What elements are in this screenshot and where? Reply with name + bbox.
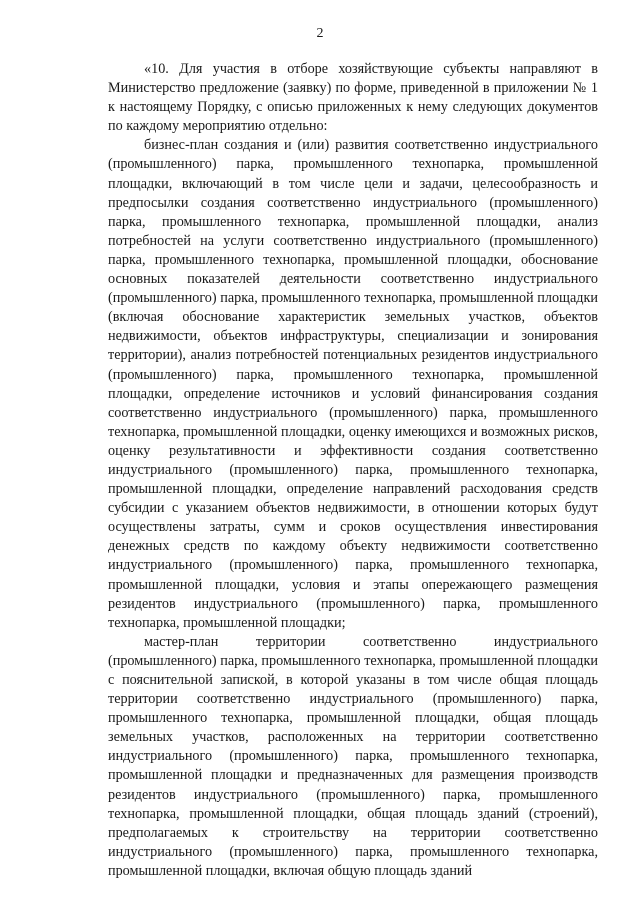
document-body	[108, 60, 598, 881]
paragraph-master-plan: мастер-план территории соответственно индустриального (промышленного) парка, промышленного технопарка, промышленной площадки с пояснительной запиской, в которой указаны в том числе общая площадь территории соответственно индустриального (промышленного) парка, промышленного технопарка, промышленной площадки, общая площадь земельных участков, расположенных на территории соответственно индустриального (промышленного) парка, промышленного технопарка, промышленной площадки и предназначенных для размещения производств резидентов индустриального (промышленного) парка, промышленного технопарка, промышленной площадки, общая площадь зданий (строений), предполагаемых к строительству на территории соответственно индустриального (промышленного) парка, промышленного технопарка, промышленной площадки, включая общую площадь зданий	[108, 633, 598, 879]
page-number: 2	[316, 26, 324, 41]
paragraph-clause-10: «10. Для участия в отборе хозяйствующие субъекты направляют в Министерство предложение (заявку) по форме, приведенной в приложении № 1 к настоящему Порядку, с описью приложенных к нему следующих документов по каждому мероприятию отдельно:	[108, 61, 598, 135]
paragraph-business-plan: бизнес-план создания и (или) развития соответственно индустриального (промышленного) парка, промышленного технопарка, промышленной площадки, включающий в том числе цели и задачи, целесообразность и предпосылки создания соответственно индустриального (промышленного) парка, промышленного технопарка, промышленной площадки, анализ потребностей на услуги соответственно индустриального (промышленного) парка, промышленного технопарка, промышленной площадки, обоснование основных показателей деятельности соответственно индустриального (промышленного) парка, промышленного технопарка, промышленной площадки (включая обоснование характеристик земельных участков, объектов недвижимости, объектов инфраструктуры, специализации и зонирования территории), анализ потребностей потенциальных резидентов индустриального (промышленного) парка, промышленного технопарка, промышленной площадки, определение источников и условий финансирования создания соответственно индустриального (промышленного) парка, промышленного технопарка, промышленной площадки, оценку имеющихся и возможных рисков, оценку результативности и эффективности создания соответственно индустриального (промышленного) парка, промышленного технопарка, промышленной площадки, определение направлений расходования средств субсидии с указанием объектов недвижимости, в отношении которых будут осуществлены затраты, сумм и сроков осуществления инвестирования денежных средств по каждому объекту недвижимости соответственно индустриального (промышленного) парка, промышленного технопарка, промышленной площадки, условия и этапы опережающего размещения резидентов индустриального (промышленного) парка, промышленного технопарка, промышленной площадки;	[108, 137, 598, 631]
